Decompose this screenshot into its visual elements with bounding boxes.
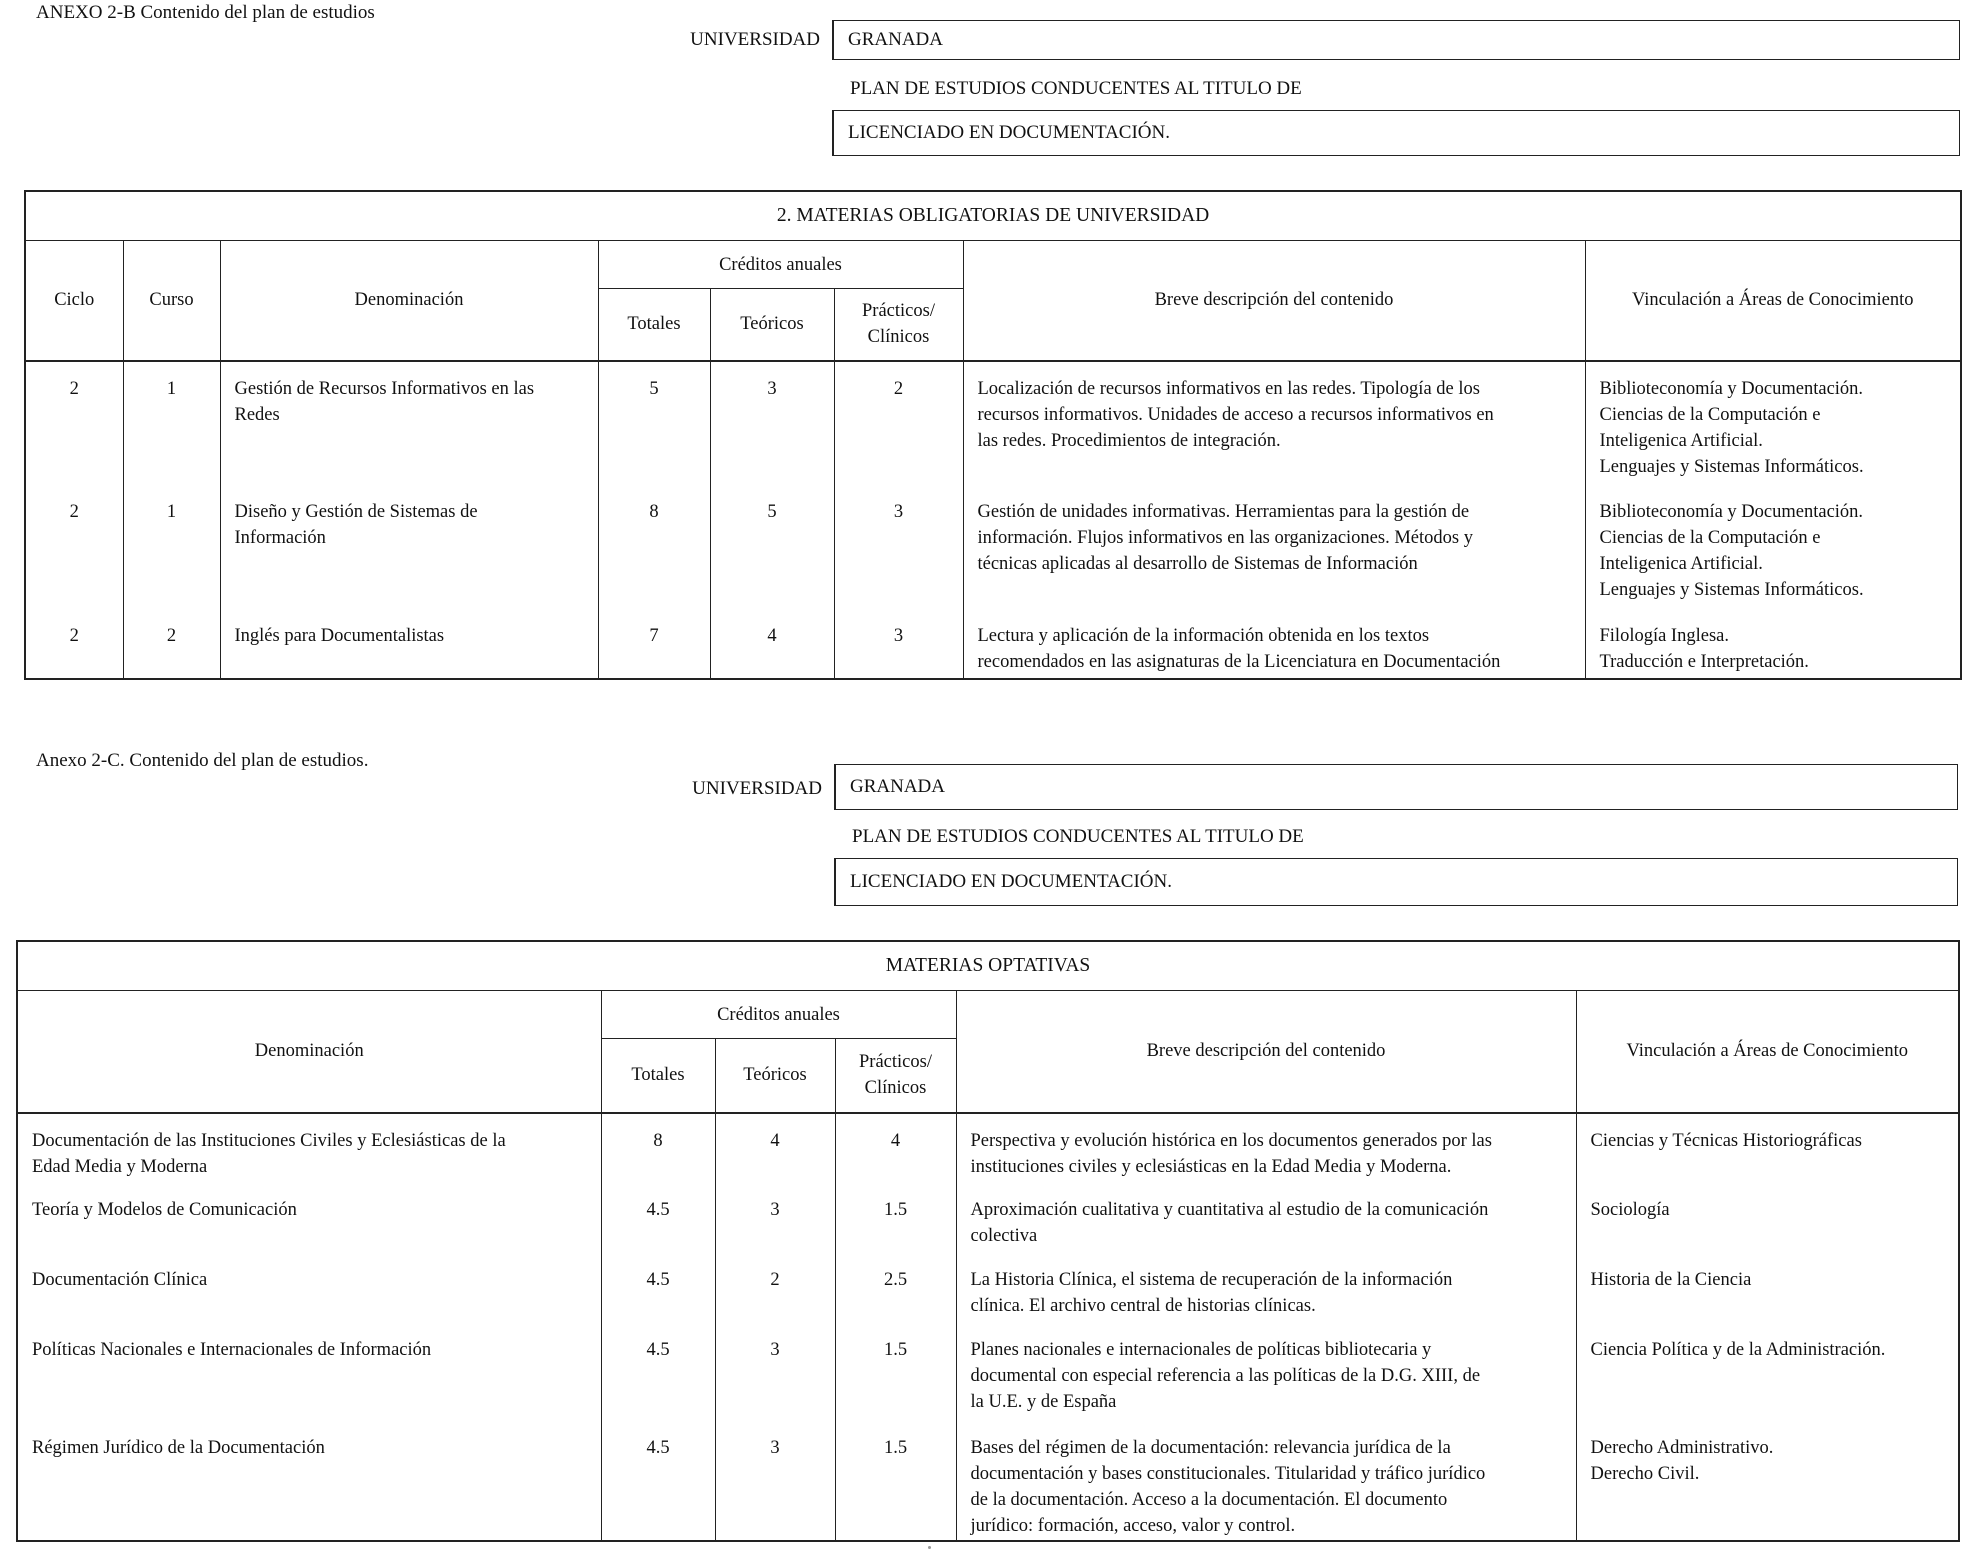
header-descripcion: Breve descripción del contenido: [956, 991, 1576, 1113]
text-line: Ciencias de la Computación e: [1599, 527, 1821, 548]
plan-label: PLAN DE ESTUDIOS CONDUCENTES AL TITULO DE: [850, 78, 1302, 99]
cell-teoricos: 3: [715, 1323, 835, 1421]
text-line: colectiva: [970, 1225, 1038, 1246]
cell-descripcion: [963, 485, 1585, 609]
cell-curso: 1: [123, 361, 220, 485]
table-title: MATERIAS OPTATIVAS: [17, 941, 1959, 991]
header-teoricos: Teóricos: [715, 1039, 835, 1113]
cell-descripcion: [963, 609, 1585, 679]
cell-curso: 2: [123, 609, 220, 679]
text-line: Gestión de unidades informativas. Herramientas para la gestión de: [977, 501, 1470, 522]
text-line: Diseño y Gestión de Sistemas de: [234, 501, 478, 522]
cell-denominacion: [17, 1421, 601, 1541]
header-denominacion: Denominación: [220, 241, 598, 361]
plan-label: PLAN DE ESTUDIOS CONDUCENTES AL TITULO DE: [852, 826, 1304, 847]
header-practicos-line: Clínicos: [867, 327, 930, 348]
text-line: Inteligenica Artificial.: [1599, 553, 1763, 574]
text-line: Ciencias y Técnicas Historiográficas: [1590, 1130, 1862, 1151]
text-line: técnicas aplicadas al desarrollo de Sistemas de Información: [977, 553, 1418, 574]
cell-descripcion: [956, 1113, 1576, 1183]
cell-vinculacion: [1585, 361, 1961, 485]
table-row: [25, 361, 1961, 485]
text-line: Teoría y Modelos de Comunicación: [32, 1199, 297, 1220]
cell-ciclo: 2: [25, 485, 123, 609]
text-line: documentación y bases constitucionales. Titularidad y tráfico jurídico: [970, 1463, 1486, 1484]
cell-teoricos: 4: [710, 609, 834, 679]
text-line: Planes nacionales e internacionales de políticas bibliotecaria y: [970, 1339, 1432, 1360]
text-line: la U.E. y de España: [970, 1391, 1117, 1412]
header-vinculacion: Vinculación a Áreas de Conocimiento: [1585, 241, 1961, 361]
cell-totales: 4.5: [601, 1253, 715, 1323]
text-line: Perspectiva y evolución histórica en los documentos generados por las: [970, 1130, 1492, 1151]
text-line: Régimen Jurídico de la Documentación: [32, 1437, 325, 1458]
header-practicos: [835, 1039, 956, 1113]
cell-teoricos: 3: [715, 1183, 835, 1253]
text-line: las redes. Procedimientos de integración.: [977, 430, 1281, 451]
header-teoricos: Teóricos: [710, 289, 834, 361]
header-descripcion: Breve descripción del contenido: [963, 241, 1585, 361]
cell-denominacion: [17, 1183, 601, 1253]
header-ciclo: Ciclo: [25, 241, 123, 361]
text-line: Biblioteconomía y Documentación.: [1599, 501, 1864, 522]
cell-ciclo: 2: [25, 361, 123, 485]
table-title: 2. MATERIAS OBLIGATORIAS DE UNIVERSIDAD: [25, 191, 1961, 241]
header-practicos-line: Prácticos/: [862, 301, 935, 322]
scan-speck: [928, 1546, 931, 1549]
header-practicos: [834, 289, 963, 361]
table-row: [17, 1183, 1959, 1253]
text-line: Documentación de las Instituciones Civiles y Eclesiásticas de la: [32, 1130, 506, 1151]
text-line: documental con especial referencia a las políticas de la D.G. XIII, de: [970, 1365, 1481, 1386]
text-line: recursos informativos. Unidades de acceso a recursos informativos en: [977, 404, 1494, 425]
cell-totales: 4.5: [601, 1421, 715, 1541]
cell-practicos: 3: [834, 609, 963, 679]
cell-denominacion: [220, 361, 598, 485]
cell-denominacion: [220, 609, 598, 679]
text-line: Derecho Civil.: [1590, 1463, 1700, 1484]
table-row: [17, 1253, 1959, 1323]
cell-descripcion: [956, 1421, 1576, 1541]
cell-totales: 8: [598, 485, 710, 609]
text-line: de la documentación. Acceso a la documentación. El documento: [970, 1489, 1448, 1510]
titulo-value: LICENCIADO EN DOCUMENTACIÓN.: [848, 122, 1170, 143]
materias-obligatorias-table: [24, 190, 1962, 680]
annex-heading: Anexo 2-C. Contenido del plan de estudios.: [36, 750, 369, 771]
cell-ciclo: 2: [25, 609, 123, 679]
text-line: Inglés para Documentalistas: [234, 625, 445, 646]
cell-vinculacion: [1576, 1421, 1959, 1541]
table-row: [17, 1113, 1959, 1183]
cell-practicos: 1.5: [835, 1323, 956, 1421]
cell-denominacion: [17, 1323, 601, 1421]
cell-teoricos: 3: [715, 1421, 835, 1541]
header-creditos: Créditos anuales: [601, 991, 956, 1039]
cell-denominacion: [17, 1253, 601, 1323]
cell-teoricos: 5: [710, 485, 834, 609]
universidad-label: UNIVERSIDAD: [692, 778, 822, 799]
cell-totales: 5: [598, 361, 710, 485]
text-line: Ciencia Política y de la Administración.: [1590, 1339, 1886, 1360]
cell-practicos: 4: [835, 1113, 956, 1183]
table-row: [25, 609, 1961, 679]
text-line: Derecho Administrativo.: [1590, 1437, 1774, 1458]
text-line: Lenguajes y Sistemas Informáticos.: [1599, 456, 1864, 477]
universidad-field: [832, 20, 1960, 60]
cell-practicos: 3: [834, 485, 963, 609]
header-curso: Curso: [123, 241, 220, 361]
cell-descripcion: [956, 1323, 1576, 1421]
header-practicos-line: Prácticos/: [859, 1052, 932, 1073]
text-line: Inteligenica Artificial.: [1599, 430, 1763, 451]
header-vinculacion: Vinculación a Áreas de Conocimiento: [1576, 991, 1959, 1113]
header-totales: Totales: [601, 1039, 715, 1113]
cell-vinculacion: [1576, 1183, 1959, 1253]
header-creditos: Créditos anuales: [598, 241, 963, 289]
table-row: [17, 1323, 1959, 1421]
cell-vinculacion: [1576, 1253, 1959, 1323]
text-line: Traducción e Interpretación.: [1599, 651, 1809, 672]
text-line: Localización de recursos informativos en las redes. Tipología de los: [977, 378, 1480, 399]
text-line: Historia de la Ciencia: [1590, 1269, 1752, 1290]
cell-practicos: 1.5: [835, 1183, 956, 1253]
text-line: Biblioteconomía y Documentación.: [1599, 378, 1864, 399]
cell-practicos: 1.5: [835, 1421, 956, 1541]
text-line: Sociología: [1590, 1199, 1670, 1220]
annex-heading: ANEXO 2-B Contenido del plan de estudios: [36, 2, 375, 23]
cell-practicos: 2: [834, 361, 963, 485]
cell-practicos: 2.5: [835, 1253, 956, 1323]
cell-vinculacion: [1585, 609, 1961, 679]
text-line: Redes: [234, 404, 280, 425]
titulo-field: [834, 858, 1958, 906]
cell-vinculacion: [1576, 1113, 1959, 1183]
universidad-value: GRANADA: [848, 29, 943, 50]
header-denominacion: Denominación: [17, 991, 601, 1113]
text-line: instituciones civiles y eclesiásticas en la Edad Media y Moderna.: [970, 1156, 1452, 1177]
text-line: La Historia Clínica, el sistema de recuperación de la información: [970, 1269, 1453, 1290]
table-row: [17, 1421, 1959, 1541]
text-line: Edad Media y Moderna: [32, 1156, 208, 1177]
cell-totales: 4.5: [601, 1183, 715, 1253]
text-line: Aproximación cualitativa y cuantitativa al estudio de la comunicación: [970, 1199, 1489, 1220]
cell-vinculacion: [1585, 485, 1961, 609]
titulo-value: LICENCIADO EN DOCUMENTACIÓN.: [850, 871, 1172, 892]
text-line: clínica. El archivo central de historias clínicas.: [970, 1295, 1316, 1316]
text-line: información. Flujos informativos en las organizaciones. Métodos y: [977, 527, 1473, 548]
cell-descripcion: [956, 1253, 1576, 1323]
universidad-field: [834, 764, 1958, 810]
header-totales: Totales: [598, 289, 710, 361]
cell-denominacion: [220, 485, 598, 609]
cell-totales: 8: [601, 1113, 715, 1183]
text-line: Ciencias de la Computación e: [1599, 404, 1821, 425]
cell-totales: 7: [598, 609, 710, 679]
cell-vinculacion: [1576, 1323, 1959, 1421]
text-line: Lectura y aplicación de la información obtenida en los textos: [977, 625, 1430, 646]
text-line: Políticas Nacionales e Internacionales de Información: [32, 1339, 432, 1360]
universidad-label: UNIVERSIDAD: [690, 29, 820, 50]
cell-descripcion: [956, 1183, 1576, 1253]
header-practicos-line: Clínicos: [864, 1078, 927, 1099]
text-line: Lenguajes y Sistemas Informáticos.: [1599, 579, 1864, 600]
universidad-value: GRANADA: [850, 776, 945, 797]
text-line: jurídico: formación, acceso, valor y control.: [970, 1515, 1296, 1536]
cell-totales: 4.5: [601, 1323, 715, 1421]
text-line: Documentación Clínica: [32, 1269, 208, 1290]
materias-optativas-table: [16, 940, 1960, 1542]
titulo-field: [832, 110, 1960, 156]
text-line: Gestión de Recursos Informativos en las: [234, 378, 535, 399]
cell-curso: 1: [123, 485, 220, 609]
text-line: Filología Inglesa.: [1599, 625, 1729, 646]
cell-teoricos: 4: [715, 1113, 835, 1183]
text-line: Información: [234, 527, 326, 548]
cell-teoricos: 3: [710, 361, 834, 485]
cell-teoricos: 2: [715, 1253, 835, 1323]
cell-descripcion: [963, 361, 1585, 485]
text-line: recomendados en las asignaturas de la Licenciatura en Documentación: [977, 651, 1501, 672]
table-row: [25, 485, 1961, 609]
cell-denominacion: [17, 1113, 601, 1183]
text-line: Bases del régimen de la documentación: relevancia jurídica de la: [970, 1437, 1451, 1458]
